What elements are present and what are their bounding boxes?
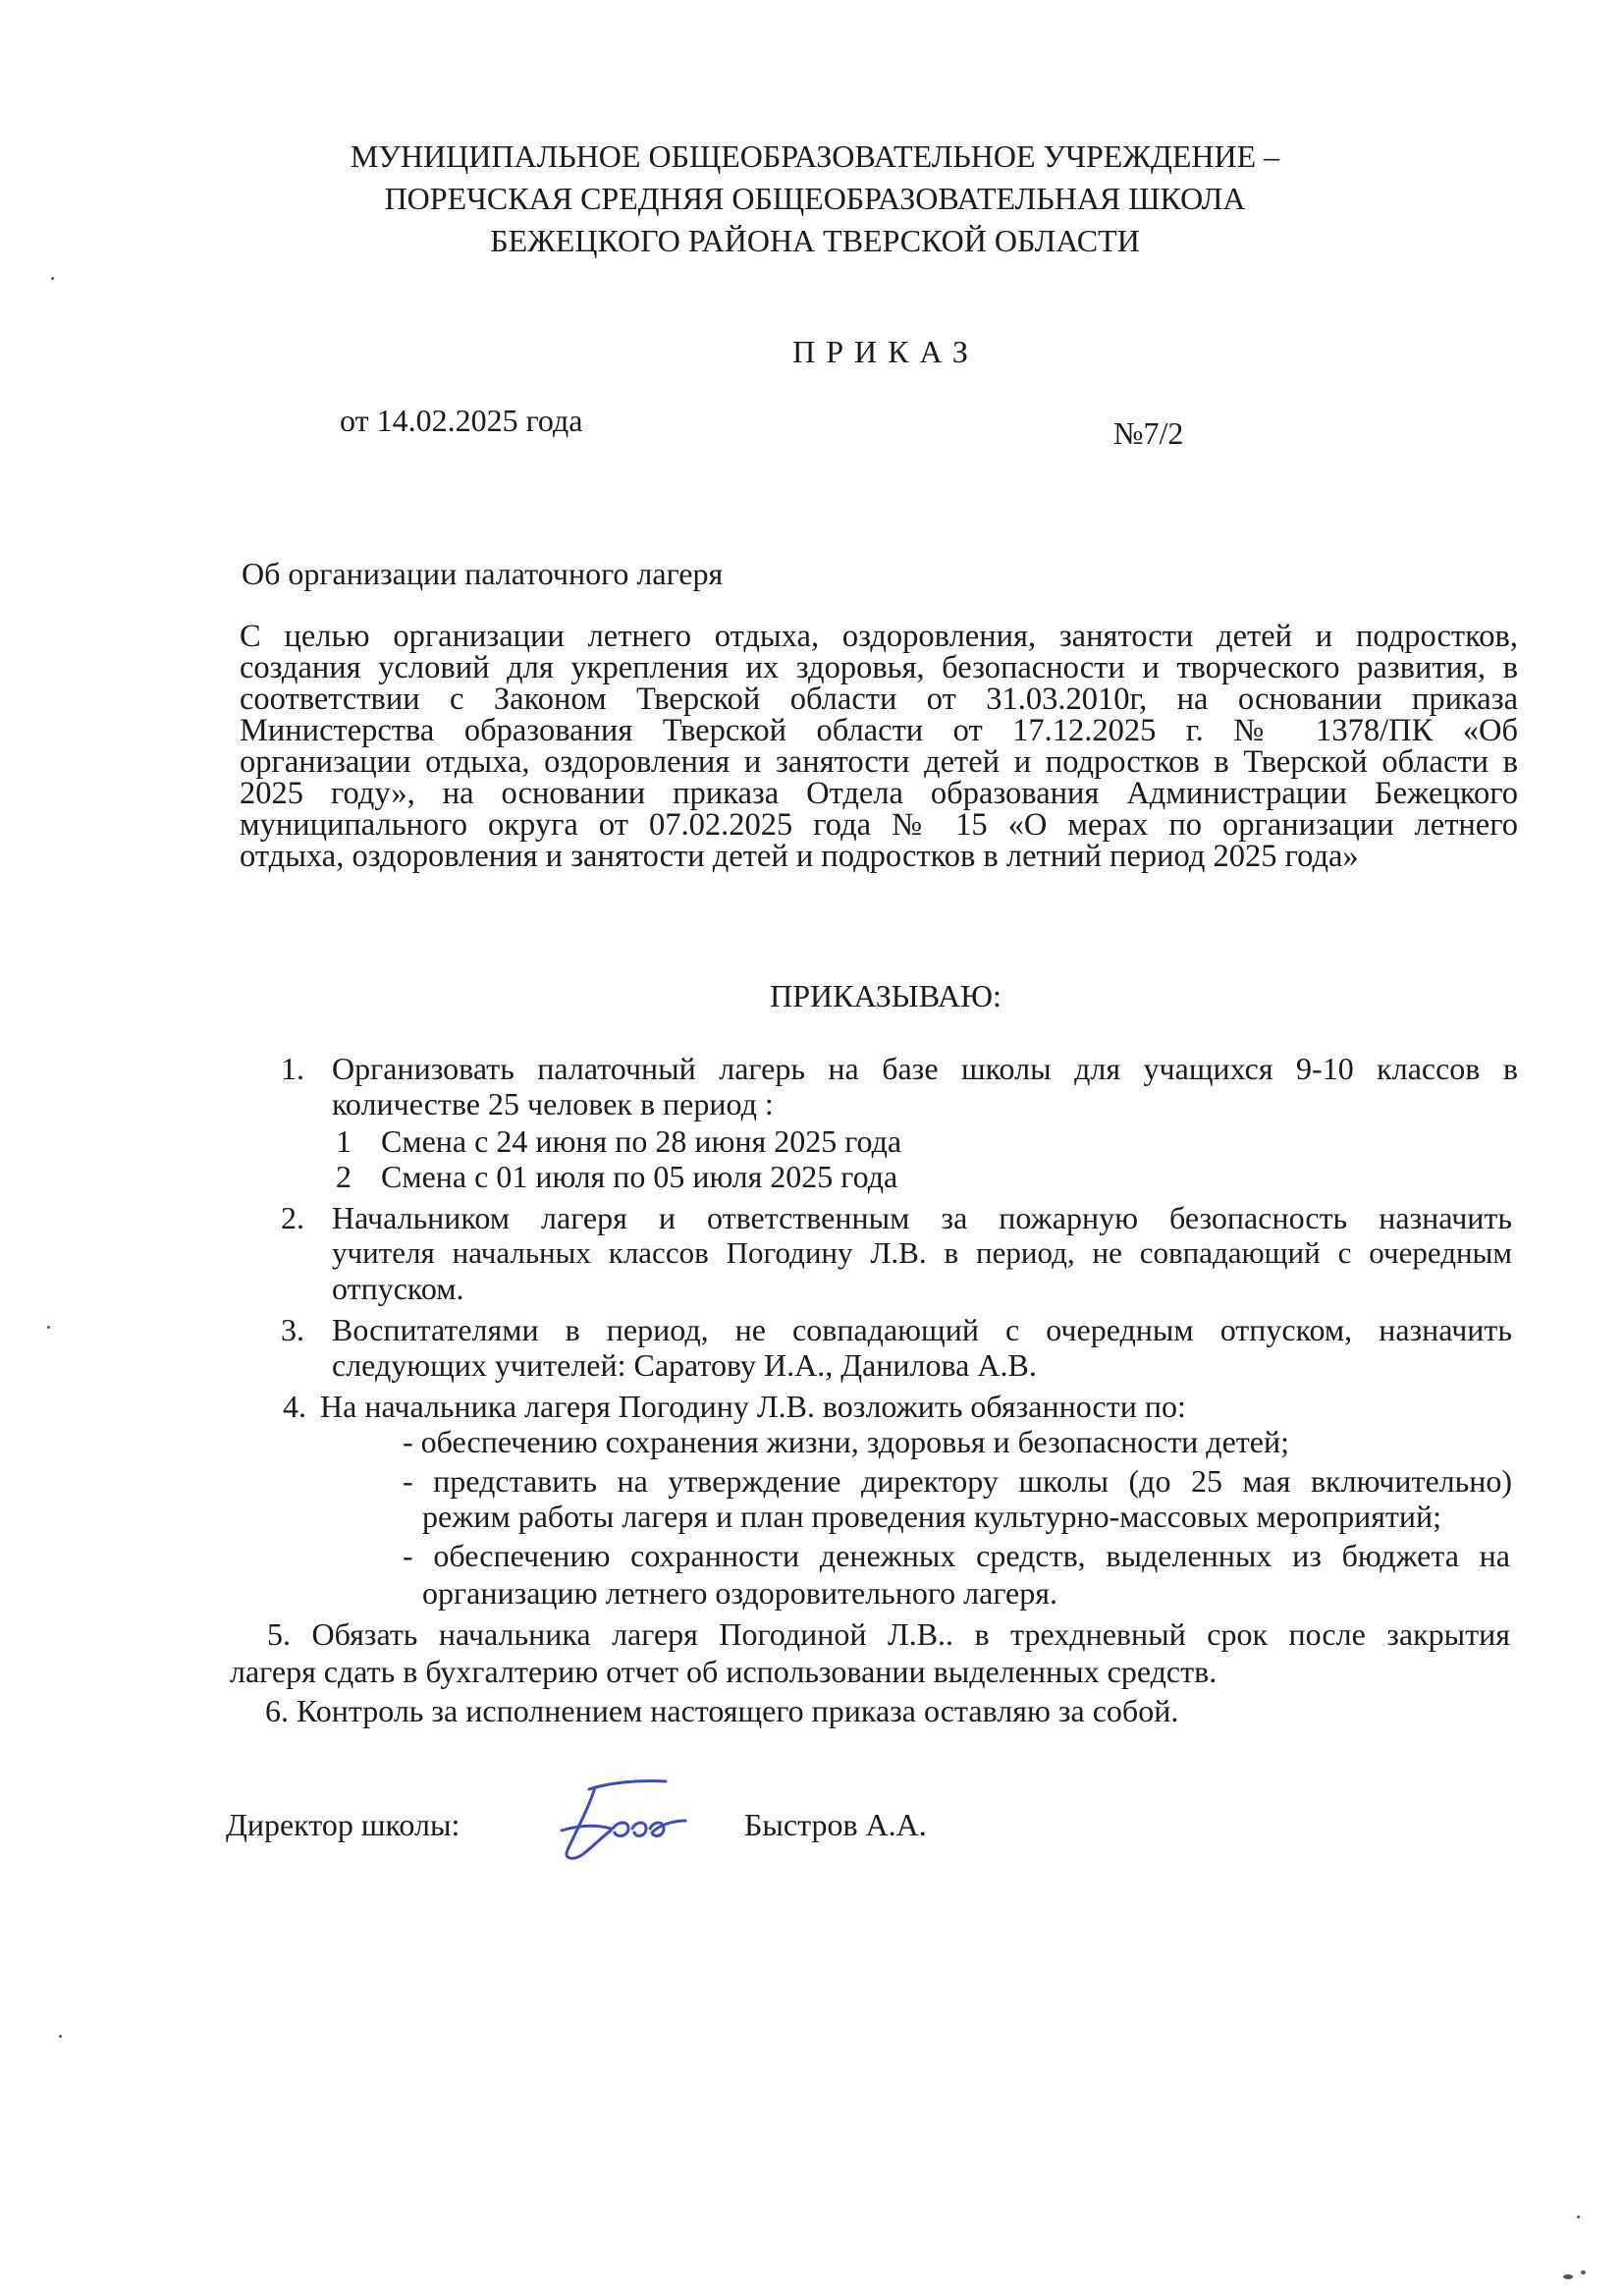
header-line-1: МУНИЦИПАЛЬНОЕ ОБЩЕОБРАЗОВАТЕЛЬНОЕ УЧРЕЖДЕНИЕ – (350, 138, 1280, 174)
item-3-line: Воспитателями в период, не совпадающий с очередным отпуском, назначить (332, 1312, 1512, 1347)
duty-item: организацию летнего оздоровительного лагеря. (422, 1575, 1057, 1611)
item-3-number: 3. (281, 1312, 304, 1347)
header-line-2: ПОРЕЧСКАЯ СРЕДНЯЯ ОБЩЕОБРАЗОВАТЕЛЬНАЯ ШКОЛА (384, 181, 1246, 216)
item-4-number: 4. (283, 1389, 306, 1424)
signatory-name: Быстров А.А. (744, 1807, 927, 1842)
preamble-line: создания условий для укрепления их здоровья, безопасности и творческого развития, в (240, 650, 1518, 685)
item-3-line: следующих учителей: Саратову И.А., Данилова А.В. (332, 1347, 1037, 1383)
shift-number: 2 (336, 1159, 352, 1194)
shift-text: Смена с 01 июля по 05 июля 2025 года (381, 1159, 898, 1194)
preamble-line: соответствии с Законом Тверской области от 31.03.2010г, на основании приказа (240, 682, 1518, 717)
item-2-line: Начальником лагеря и ответственным за пожарную безопасность назначить (332, 1200, 1512, 1235)
duty-item: - представить на утверждение директору школы (до 25 мая включительно) (403, 1463, 1512, 1499)
duty-item: - обеспечению сохранения жизни, здоровья и безопасности детей; (403, 1424, 1289, 1459)
item-6-line: 6. Контроль за исполнением настоящего приказа оставляю за собой. (265, 1693, 1179, 1728)
header-line-3: БЕЖЕЦКОГО РАЙОНА ТВЕРСКОЙ ОБЛАСТИ (490, 223, 1140, 258)
item-4-line: На начальника лагеря Погодину Л.В. возложить обязанности по: (320, 1389, 1186, 1424)
item-1-line: количестве 25 человек в период : (332, 1086, 774, 1121)
item-2-number: 2. (281, 1200, 304, 1235)
preamble-line: С целью организации летнего отдыха, оздоровления, занятости детей и подростков, (240, 619, 1518, 654)
scan-speck (59, 2035, 62, 2038)
duty-item: режим работы лагеря и план проведения культурно-массовых мероприятий; (422, 1499, 1442, 1534)
preamble-line: 2025 году», на основании приказа Отдела образования Администрации Бежецкого (240, 776, 1518, 811)
document-type: ПРИКАЗ (792, 334, 979, 369)
institution-header (324, 136, 1306, 262)
preamble-line: организации отдыха, оздоровления и занятости детей и подростков в Тверской области в (240, 744, 1518, 780)
shift-text: Смена с 24 июня по 28 июня 2025 года (381, 1123, 902, 1159)
order-number: №7/2 (1113, 415, 1184, 451)
preamble-line: отдыха, оздоровления и занятости детей и подростков в летний период 2025 года» (240, 839, 1359, 874)
signature-label: Директор школы: (226, 1807, 460, 1842)
order-date: от 14.02.2025 года (340, 403, 583, 438)
order-subject: Об организации палаточного лагеря (242, 556, 724, 591)
item-5-line: 5. Обязать начальника лагеря Погодиной Л.В.. в трехдневный срок после закрытия (267, 1616, 1510, 1652)
scan-speck (1577, 2215, 1580, 2218)
scan-speck (1563, 2274, 1573, 2279)
order-directive: ПРИКАЗЫВАЮ: (770, 978, 1001, 1013)
shift-number: 1 (336, 1123, 352, 1159)
preamble (240, 621, 1518, 872)
scan-speck (1581, 2270, 1586, 2274)
handwritten-signature (538, 1768, 715, 1866)
duty-item: - обеспечению сохранности денежных средств, выделенных из бюджета на (403, 1538, 1510, 1573)
scan-speck (47, 1326, 50, 1329)
item-2-line: учителя начальных классов Погодину Л.В. в период, не совпадающий с очередным (332, 1235, 1512, 1270)
scan-speck (51, 277, 54, 280)
item-1-line: Организовать палаточный лагерь на базе школы для учащихся 9-10 классов в (332, 1051, 1518, 1086)
item-2-line: отпуском. (332, 1271, 464, 1306)
preamble-line: Министерства образования Тверской области от 17.12.2025 г. № 1378/ПК «Об (240, 713, 1518, 748)
item-5-line: лагеря сдать в бухгалтерию отчет об использовании выделенных средств. (230, 1654, 1218, 1689)
preamble-line: муниципального округа от 07.02.2025 года № 15 «О мерах по организации летнего (240, 807, 1518, 843)
item-1-number: 1. (281, 1051, 304, 1086)
